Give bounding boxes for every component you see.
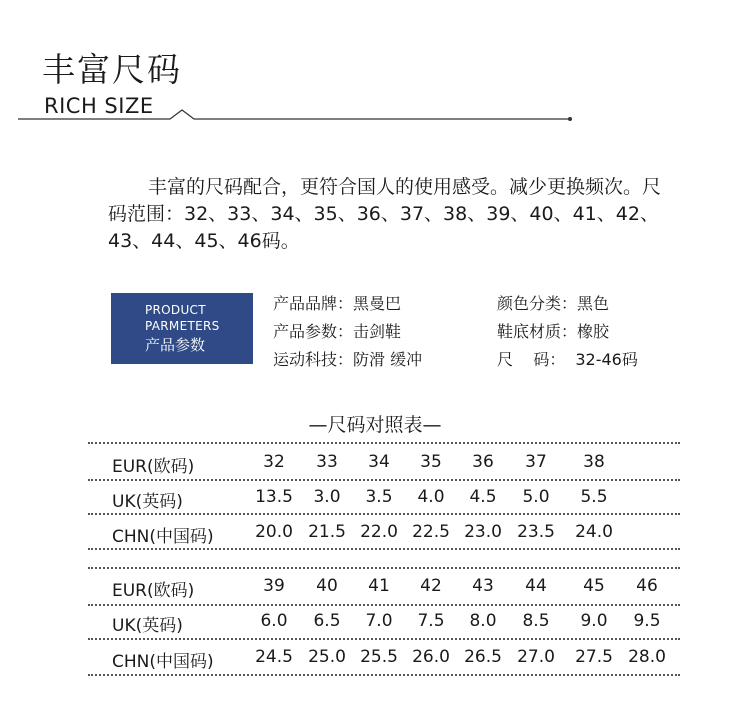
size-cell-eur: 34 [368,452,390,472]
size-cell-eur: 40 [316,576,338,596]
table-dotted-divider [88,442,680,444]
spec-brand-label: 产品品牌： [273,294,354,313]
size-cell-eur: 33 [316,452,338,472]
size-cell-uk: 6.0 [260,611,288,631]
size-cell-uk: 5.5 [580,487,608,507]
row-label-uk: UK(英码) [112,492,183,512]
table-dotted-divider [88,604,680,606]
size-cell-chn: 26.0 [412,647,450,667]
table-dotted-divider [88,479,680,481]
row-label-chn: CHN(中国码) [112,652,214,672]
size-cell-eur: 42 [420,576,442,596]
spec-size [497,347,638,370]
table-dotted-divider [88,567,680,569]
size-cell-eur: 46 [636,576,658,596]
spec-brand-value: 黑曼巴 [353,294,402,313]
size-cell-eur: 32 [263,452,285,472]
table-dotted-divider [88,513,680,515]
spec-color-value: 黑色 [577,294,610,313]
size-cell-chn: 23.0 [464,522,502,542]
size-cell-uk: 5.0 [522,487,550,507]
size-cell-eur: 44 [525,576,547,596]
size-cell-chn: 28.0 [628,647,666,667]
spec-sole-label: 鞋底材质： [497,322,578,341]
size-cell-uk: 13.5 [255,487,293,507]
size-cell-uk: 8.0 [469,611,497,631]
spec-color [497,291,609,314]
spec-type [273,319,401,342]
size-cell-uk: 7.0 [365,611,393,631]
size-chart-title: —尺码对照表— [308,414,442,436]
size-cell-uk: 4.0 [417,487,445,507]
spec-type-value: 击剑鞋 [353,322,402,341]
badge-en-line-1: PRODUCT [145,303,206,317]
spec-size-value: 32-46码 [575,350,638,369]
size-cell-eur: 37 [525,452,547,472]
size-cell-chn: 26.5 [464,647,502,667]
spec-tech-label: 运动科技： [273,350,354,369]
size-cell-chn: 25.5 [360,647,398,667]
spec-tech [273,347,422,370]
spec-type-label: 产品参数： [273,322,354,341]
spec-size-label: 尺 码： [497,350,566,369]
table-dotted-divider [88,548,680,550]
intro-paragraph: 丰富的尺码配合，更符合国人的使用感受。减少更换频次。尺码范围：32、33、34、35、36、37、38、39、40、41、42、43、44、45、46码。 [108,176,662,252]
size-cell-chn: 20.0 [255,522,293,542]
size-cell-chn: 27.0 [517,647,555,667]
size-cell-eur: 43 [472,576,494,596]
size-cell-chn: 22.0 [360,522,398,542]
page-title-en: RICH SIZE [44,94,154,118]
row-label-uk: UK(英码) [112,616,183,636]
size-cell-uk: 3.5 [365,487,393,507]
size-cell-chn: 24.5 [255,647,293,667]
spec-tech-value: 防滑 缓冲 [353,350,423,369]
title-underline [18,104,574,124]
row-label-eur: EUR(欧码) [112,457,195,477]
size-cell-eur: 41 [368,576,390,596]
size-cell-uk: 8.5 [522,611,550,631]
size-cell-uk: 6.5 [313,611,341,631]
product-params-badge [111,293,253,364]
row-label-eur: EUR(欧码) [112,581,195,601]
size-cell-uk: 3.0 [313,487,341,507]
size-cell-uk: 9.5 [633,611,661,631]
size-cell-chn: 24.0 [575,522,613,542]
size-cell-eur: 38 [583,452,605,472]
size-cell-eur: 35 [420,452,442,472]
row-label-chn: CHN(中国码) [112,527,214,547]
spec-sole-value: 橡胶 [577,322,610,341]
size-cell-chn: 21.5 [308,522,346,542]
table-dotted-divider [88,638,680,640]
size-cell-chn: 25.0 [308,647,346,667]
size-cell-chn: 23.5 [517,522,555,542]
spec-color-label: 颜色分类： [497,294,578,313]
size-cell-uk: 4.5 [469,487,497,507]
size-cell-uk: 9.0 [580,611,608,631]
table-dotted-divider [88,674,680,676]
size-cell-eur: 39 [263,576,285,596]
size-cell-eur: 36 [472,452,494,472]
badge-cn: 产品参数 [145,336,206,354]
spec-sole [497,319,609,342]
size-cell-chn: 22.5 [412,522,450,542]
spec-brand [273,291,401,314]
page-title-cn: 丰富尺码 [42,50,182,89]
size-cell-uk: 7.5 [417,611,445,631]
size-cell-eur: 45 [583,576,605,596]
size-cell-chn: 27.5 [575,647,613,667]
badge-en-line-2: PARMETERS [145,319,220,333]
